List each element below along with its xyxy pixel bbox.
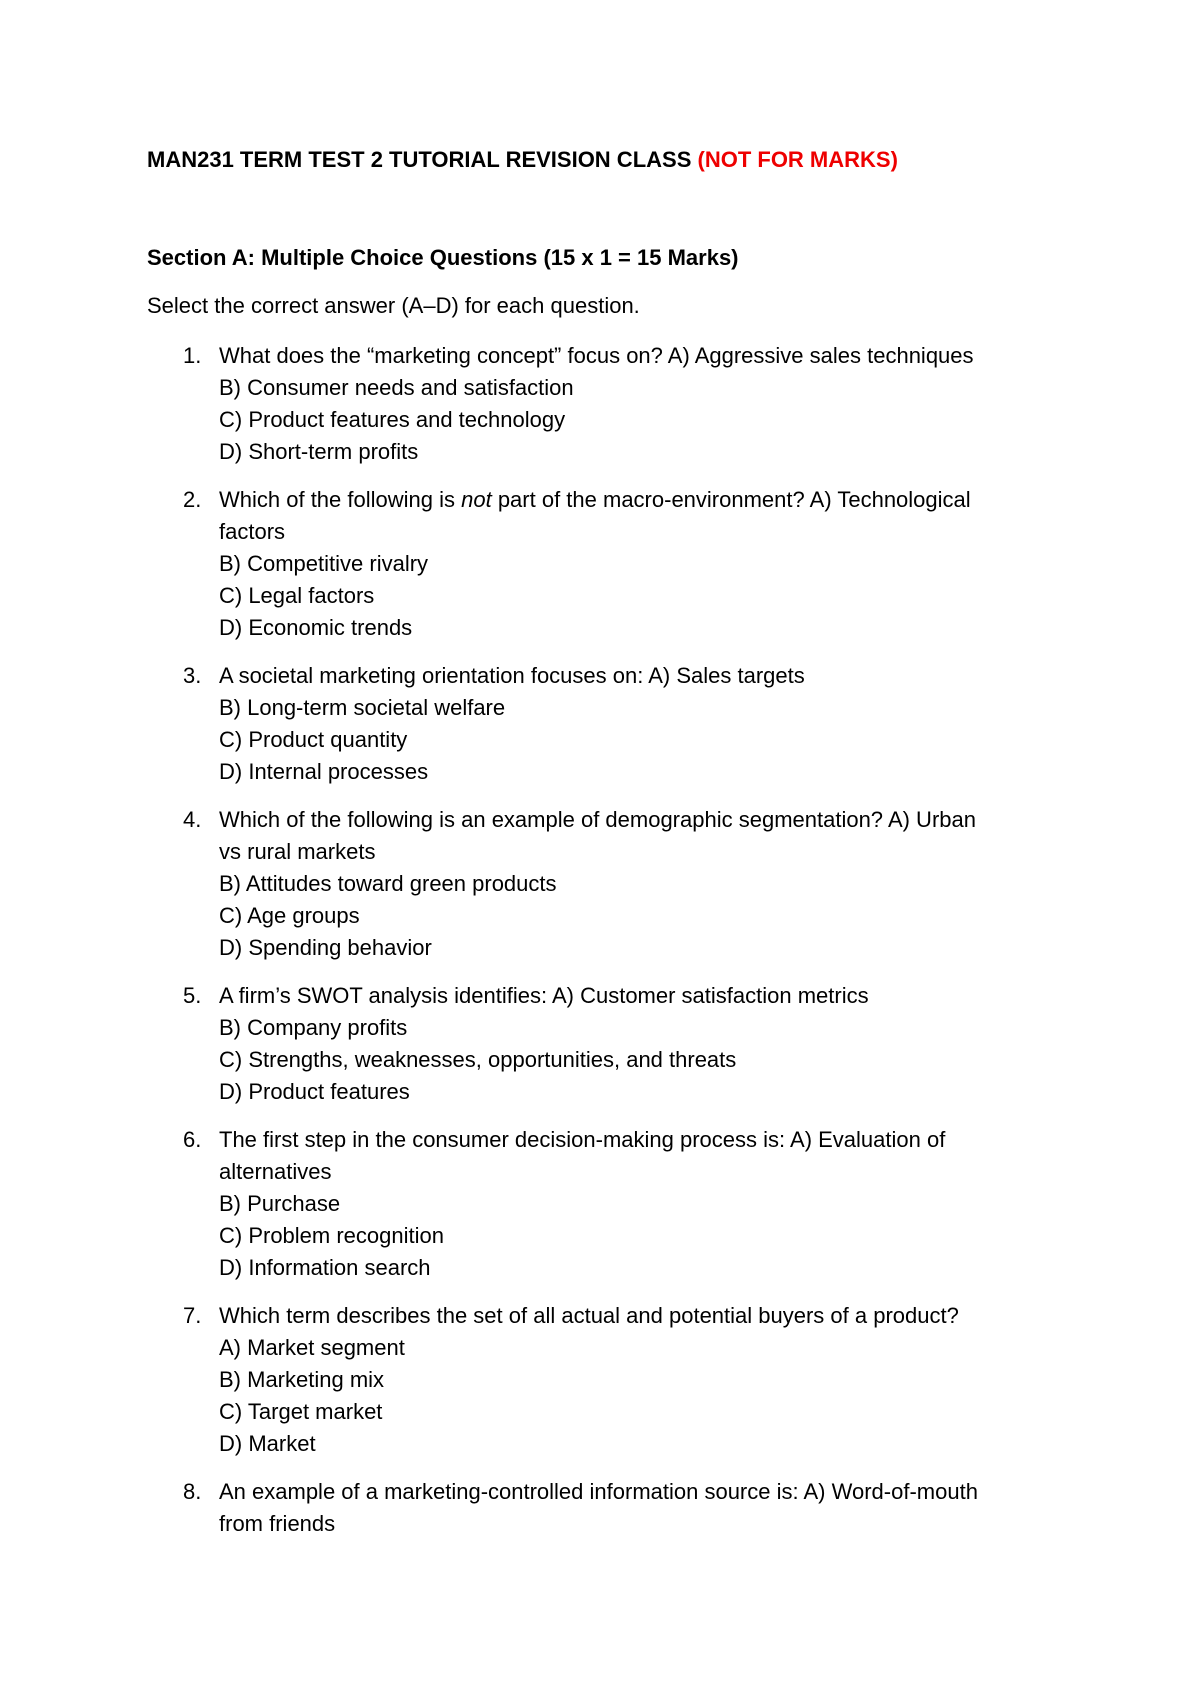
option-line: D) Information search (219, 1255, 431, 1280)
question-line: The first step in the consumer decision-making process is: A) Evaluation of (219, 1127, 946, 1152)
question-5 (147, 980, 1077, 1108)
question-8 (147, 1476, 1077, 1540)
option-line: A) Market segment (219, 1335, 405, 1360)
question-line: Which of the following is an example of demographic segmentation? A) Urban (219, 807, 976, 832)
question-list (147, 340, 1077, 1556)
option-line: B) Marketing mix (219, 1367, 385, 1392)
question-line: What does the “marketing concept” focus on? A) Aggressive sales techniques (219, 343, 974, 368)
section-heading: Section A: Multiple Choice Questions (15 x 1 = 15 Marks) (147, 245, 739, 270)
option-line: D) Internal processes (219, 759, 429, 784)
option-line: B) Competitive rivalry (219, 551, 429, 576)
option-line: B) Attitudes toward green products (219, 871, 557, 896)
question-7 (147, 1300, 1077, 1460)
option-line: C) Problem recognition (219, 1223, 444, 1248)
question-text-pre: Which of the following is (219, 487, 462, 512)
question-line: vs rural markets (219, 839, 376, 864)
question-6 (147, 1124, 1077, 1284)
question-1 (147, 340, 1077, 468)
document-title (147, 146, 898, 174)
question-number: 8. (183, 1479, 202, 1504)
option-line: B) Purchase (219, 1191, 341, 1216)
question-line: An example of a marketing-controlled information source is: A) Word-of-mouth (219, 1479, 978, 1504)
question-line: alternatives (219, 1159, 332, 1184)
option-line: D) Short-term profits (219, 439, 419, 464)
option-line: C) Legal factors (219, 583, 375, 608)
question-line (219, 484, 1077, 516)
option-line: C) Strengths, weaknesses, opportunities, and threats (219, 1047, 737, 1072)
option-line: D) Product features (219, 1079, 410, 1104)
title-flag: (NOT FOR MARKS) (697, 147, 898, 172)
question-number: 6. (183, 1127, 202, 1152)
question-number: 2. (183, 487, 202, 512)
option-line: D) Market (219, 1431, 316, 1456)
question-text-emphasis: not (461, 487, 492, 512)
question-text-post: part of the macro-environment? A) Technological (491, 487, 971, 512)
option-line: C) Product features and technology (219, 407, 566, 432)
option-line: B) Company profits (219, 1015, 408, 1040)
option-line: C) Product quantity (219, 727, 408, 752)
option-line: B) Consumer needs and satisfaction (219, 375, 574, 400)
title-text: MAN231 TERM TEST 2 TUTORIAL REVISION CLASS (147, 147, 692, 172)
question-line: factors (219, 519, 286, 544)
option-line: B) Long-term societal welfare (219, 695, 506, 720)
option-line: D) Economic trends (219, 615, 413, 640)
question-number: 4. (183, 807, 202, 832)
question-number: 5. (183, 983, 202, 1008)
question-line: A firm’s SWOT analysis identifies: A) Customer satisfaction metrics (219, 983, 869, 1008)
question-number: 1. (183, 343, 202, 368)
question-number: 3. (183, 663, 202, 688)
instructions: Select the correct answer (A–D) for each question. (147, 293, 640, 318)
question-line: Which term describes the set of all actual and potential buyers of a product? (219, 1303, 959, 1328)
question-4 (147, 804, 1077, 964)
question-line: from friends (219, 1511, 336, 1536)
option-line: C) Target market (219, 1399, 383, 1424)
option-line: D) Spending behavior (219, 935, 432, 960)
question-line: A societal marketing orientation focuses on: A) Sales targets (219, 663, 805, 688)
option-line: C) Age groups (219, 903, 360, 928)
question-3 (147, 660, 1077, 788)
question-2 (147, 484, 1077, 644)
question-number: 7. (183, 1303, 202, 1328)
